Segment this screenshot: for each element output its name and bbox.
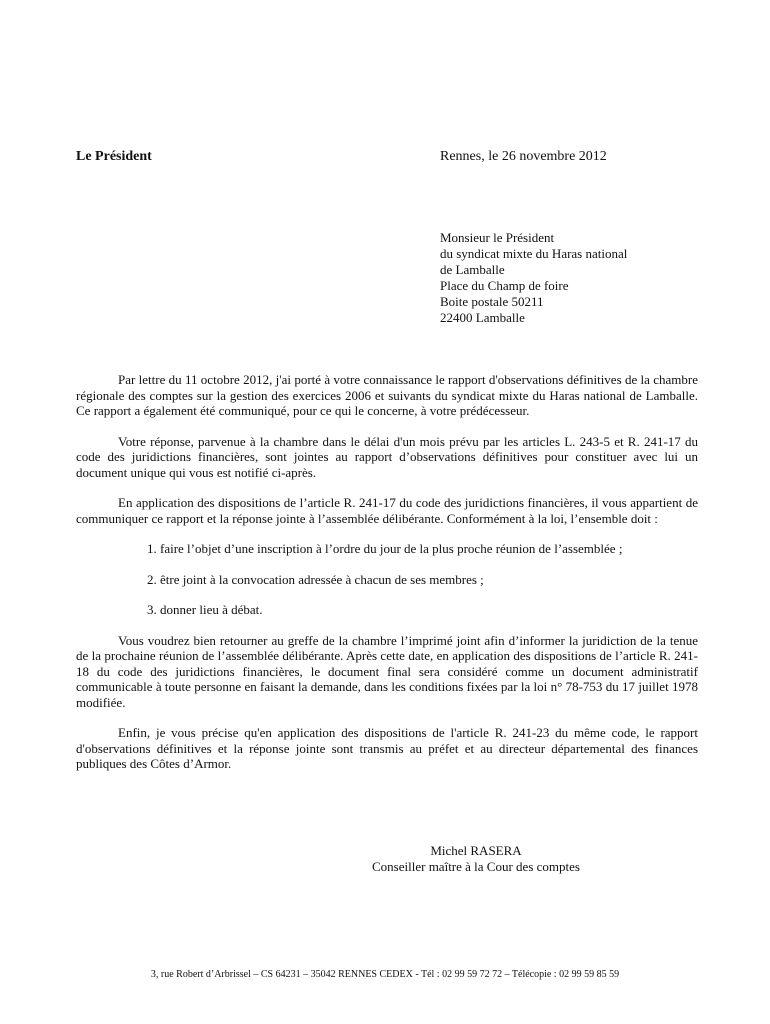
- recipient-line: de Lamballe: [440, 262, 505, 277]
- date-line: Rennes, le 26 novembre 2012: [440, 149, 607, 164]
- list-item: 2. être joint à la convocation adressée à chacun de ses membres ;: [147, 571, 484, 587]
- recipient-line: 22400 Lamballe: [440, 310, 525, 325]
- body-paragraph: Enfin, je vous précise qu'en application des dispositions de l'article R. 241-23 du même code, le rapport d'observations définitives et la réponse jointe sont transmis au préfet et au directeur départemental des finances publiques des Côtes d’Armor.: [76, 725, 698, 771]
- list-item: 1. faire l’objet d’une inscription à l’ordre du jour de la plus proche réunion de l’assemblée ;: [147, 541, 623, 556]
- signature-name: Michel RASERA: [430, 843, 522, 858]
- body-paragraph: En application des dispositions de l’article R. 241-17 du code des juridictions financières, il vous appartient de communiquer ce rapport et la réponse jointe à l’assemblée délibérante. Conformément à la loi, l’ensemble doit :: [76, 495, 698, 526]
- recipient-line: Place du Champ de foire: [440, 278, 569, 293]
- body-paragraph: Par lettre du 11 octobre 2012, j'ai porté à votre connaissance le rapport d'observations définitives de la chambre régionale des comptes sur la gestion des exercices 2006 et suivants du syndicat mixte du Haras national de Lamballe. Ce rapport a également été communiqué, pour ce qui le concerne, à votre prédécesseur.: [76, 372, 698, 418]
- recipient-line: du syndicat mixte du Haras national: [440, 246, 628, 261]
- sender-title: Le Président: [76, 149, 152, 164]
- letter-body: [76, 372, 698, 787]
- signature-title: Conseiller maître à la Cour des comptes: [372, 859, 580, 874]
- recipient-line: Boite postale 50211: [440, 294, 544, 309]
- list-item: 3. donner lieu à débat.: [147, 602, 263, 617]
- body-paragraph: Vous voudrez bien retourner au greffe de la chambre l’imprimé joint afin d’informer la juridiction de la tenue de la prochaine réunion de l’assemblée délibérante. Après cette date, en application des dispositions de l’article R. 241-18 du code des juridictions financières, le document final sera considéré comme un document administratif communicable à toute personne en faisant la demande, dans les conditions fixées par la loi n° 78-753 du 17 juillet 1978 modifiée.: [76, 632, 698, 710]
- recipient-line: Monsieur le Président: [440, 230, 555, 245]
- footer-address: 3, rue Robert d’Arbrissel – CS 64231 – 35042 RENNES CEDEX - Tél : 02 99 59 72 72 – Télécopie : 02 99 59 85 59: [150, 969, 620, 980]
- recipient-address: [440, 230, 627, 326]
- body-paragraph: Votre réponse, parvenue à la chambre dans le délai d'un mois prévu par les articles L. 243-5 et R. 241-17 du code des juridictions financières, sont jointes au rapport d’observations définitives pour constituer avec lui un document unique qui vous est notifié ci-après.: [76, 433, 698, 480]
